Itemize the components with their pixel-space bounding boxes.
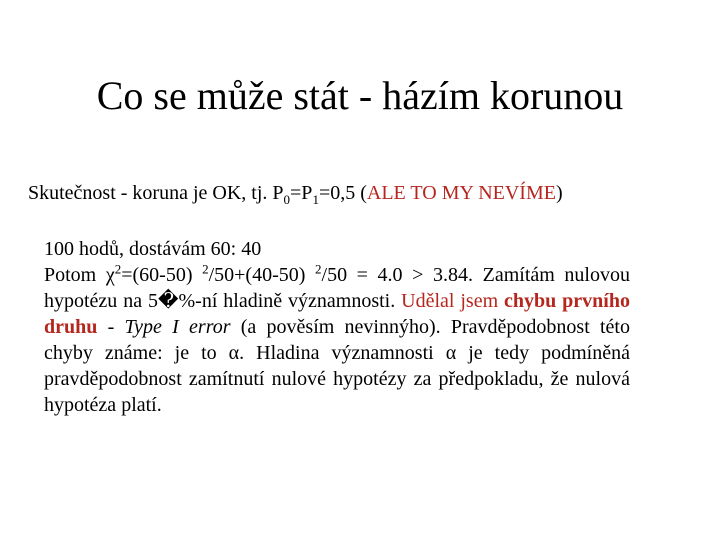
superscript: 2 <box>202 261 209 277</box>
text-potom: Potom <box>44 264 106 286</box>
text-part: je tedy podmíněná pravděpodobnost zamítnutí nulové hypotézy za předpokladu, že nulová hypotéza platí. <box>44 342 630 416</box>
alpha-symbol: α <box>228 342 240 364</box>
superscript: 2 <box>114 261 122 277</box>
p-subscript-0: 0 <box>283 192 291 207</box>
reality-close: ) <box>555 182 563 204</box>
reality-statement <box>28 180 708 206</box>
formula-conclusion: /50 = 4.0 > 3.84. Zamítám nulovou hypotézu na 5�%-ní hladině významnosti. <box>44 264 630 312</box>
reality-highlight: ALE TO MY NEVÍME <box>366 182 556 204</box>
reality-eq: =P <box>290 182 313 204</box>
reality-text: Skutečnost - koruna je OK, tj. P <box>28 182 284 204</box>
chi-symbol: χ <box>105 264 115 286</box>
text-part: . Hladina významnosti <box>239 342 446 364</box>
formula-part: /50+(40-50) <box>208 264 316 286</box>
red-text: Udělal jsem <box>401 290 505 312</box>
formula-part: =(60-50) <box>121 264 203 286</box>
type-one-error-term: chybu prvního druhu <box>44 290 630 338</box>
text-part: (a pověsím nevinnýho). Pravděpodobnost této chyby známe: je to <box>44 316 630 364</box>
type-i-error-term: Type I error <box>124 316 231 338</box>
explanation-block <box>44 236 630 418</box>
explanation-paragraph <box>44 262 630 418</box>
p-subscript-1: 1 <box>312 192 319 207</box>
throws-line: 100 hodů, dostávám 60: 40 <box>44 238 262 260</box>
reality-value: =0,5 ( <box>318 182 367 204</box>
dash: - <box>97 316 125 338</box>
superscript: 2 <box>315 261 322 277</box>
slide-title: Co se může stát - házím korunou <box>96 73 624 118</box>
alpha-symbol: α <box>445 342 457 364</box>
